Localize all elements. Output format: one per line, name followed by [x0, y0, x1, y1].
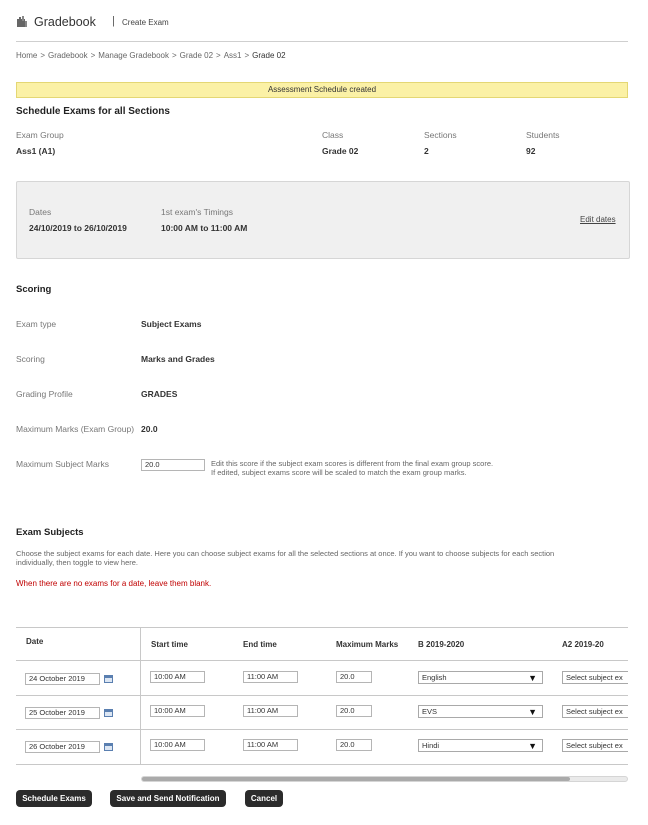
scoring-label: Scoring [16, 354, 45, 364]
row-subject-select-b[interactable] [418, 705, 543, 718]
exam-type-label: Exam type [16, 319, 57, 329]
students-label: Students [526, 130, 560, 140]
sections-label: Sections [424, 130, 457, 140]
breadcrumb-exam-group[interactable]: Ass1 [223, 51, 242, 60]
row-subject-select-a-value: Select subject ex [566, 741, 623, 750]
row-subject-select-b-value: EVS [422, 707, 438, 716]
title-separator: | [112, 15, 115, 27]
max-subject-note-line-2: If edited, subject exams score will be scaled to match the exam group marks. [211, 468, 467, 477]
col-header-start-time: Start time [151, 640, 188, 649]
breadcrumb-current: Grade 02 [252, 51, 286, 60]
timings-label: 1st exam's Timings [161, 207, 234, 217]
max-subject-note-line-1: Edit this score if the subject exam scores is different from the final exam group score. [211, 459, 494, 468]
blank-dates-warning: When there are no exams for a date, leave them blank. [16, 579, 212, 588]
col-header-end-time: End time [243, 640, 277, 649]
exam-subjects-description-line-2: individually, then toggle to view here. [16, 558, 139, 567]
grading-profile-value: GRADES [141, 389, 178, 399]
top-bar [16, 14, 628, 42]
row-subject-select-b[interactable] [418, 739, 543, 752]
row-subject-select-a-value: Select subject ex [566, 707, 623, 716]
max-subject-marks-input[interactable]: 20.0 [141, 459, 205, 471]
col-header-section-b: B 2019-2020 [418, 640, 465, 649]
scoring-value: Marks and Grades [141, 354, 215, 364]
calendar-icon[interactable] [104, 675, 113, 683]
row-subject-select-b-value: Hindi [422, 741, 440, 750]
row-date-input[interactable]: 26 October 2019 [25, 741, 100, 753]
col-header-max-marks: Maximum Marks [336, 640, 399, 649]
row-border [16, 764, 628, 765]
col-header-date: Date [26, 637, 44, 646]
success-banner: Assessment Schedule created [16, 82, 628, 98]
scrollbar-thumb[interactable] [142, 777, 570, 781]
row-max-marks-input[interactable]: 20.0 [336, 671, 372, 683]
exam-subjects-heading: Exam Subjects [16, 527, 84, 538]
breadcrumb-grade[interactable]: Grade 02 [179, 51, 214, 60]
row-start-time-input[interactable]: 10:00 AM [150, 671, 205, 683]
sections-value: 2 [424, 146, 429, 156]
calendar-icon[interactable] [104, 709, 113, 717]
row-subject-select-b[interactable] [418, 671, 543, 684]
row-start-time-input[interactable]: 10:00 AM [150, 739, 205, 751]
grading-profile-label: Grading Profile [16, 389, 73, 399]
max-subject-marks-note [211, 459, 493, 477]
timings-value: 10:00 AM to 11:00 AM [161, 223, 248, 233]
schedule-exams-button[interactable]: Schedule Exams [16, 790, 92, 807]
triangle-down-icon: ▼ [528, 707, 537, 717]
edit-dates-link[interactable]: Edit dates [580, 215, 616, 224]
row-max-marks-input[interactable]: 20.0 [336, 739, 372, 751]
col-header-section-a: A2 2019-20 [562, 640, 604, 649]
exam-group-value: Ass1 (A1) [16, 146, 56, 156]
dates-value: 24/10/2019 to 26/10/2019 [29, 223, 127, 233]
class-label: Class [322, 130, 344, 140]
table-horizontal-scrollbar[interactable] [141, 776, 628, 782]
breadcrumb-separator: > [172, 51, 177, 60]
row-subject-select-a-value: Select subject ex [566, 673, 623, 682]
row-subject-select-a[interactable] [562, 671, 628, 684]
calendar-icon[interactable] [104, 743, 113, 751]
row-border [16, 695, 628, 696]
gradebook-icon [16, 16, 28, 28]
app-title: Gradebook [34, 15, 96, 29]
dates-label: Dates [29, 207, 52, 217]
row-date-input[interactable]: 25 October 2019 [25, 707, 100, 719]
row-start-time-input[interactable]: 10:00 AM [150, 705, 205, 717]
breadcrumb-separator: > [40, 51, 46, 60]
triangle-down-icon: ▼ [528, 673, 537, 683]
exam-subjects-table [16, 627, 628, 785]
max-subject-marks-label: Maximum Subject Marks [16, 459, 110, 469]
class-value: Grade 02 [322, 146, 359, 156]
row-date-input[interactable]: 24 October 2019 [25, 673, 100, 685]
row-max-marks-input[interactable]: 20.0 [336, 705, 372, 717]
exam-type-value: Subject Exams [141, 319, 202, 329]
row-end-time-input[interactable]: 11:00 AM [243, 671, 298, 683]
scoring-heading: Scoring [16, 284, 52, 295]
row-end-time-input[interactable]: 11:00 AM [243, 739, 298, 751]
breadcrumb-home[interactable]: Home [16, 51, 38, 60]
cancel-button[interactable]: Cancel [245, 790, 283, 807]
row-border [16, 729, 628, 730]
schedule-heading: Schedule Exams for all Sections [16, 106, 170, 117]
max-marks-group-value: 20.0 [141, 424, 158, 434]
students-value: 92 [526, 146, 536, 156]
breadcrumb-separator: > [90, 51, 96, 60]
row-subject-select-b-value: English [422, 673, 447, 682]
breadcrumb-gradebook[interactable]: Gradebook [48, 51, 88, 60]
row-border [16, 660, 628, 661]
date-column-border [140, 627, 141, 765]
exam-subjects-description-line-1: Choose the subject exams for each date. Here you can choose subject exams for all the selected sections at once. If you want to choose subjects for each section [16, 549, 555, 558]
table-top-border [16, 627, 628, 628]
page-subtitle: Create Exam [122, 18, 169, 27]
exam-subjects-description [16, 549, 616, 567]
max-marks-group-label: Maximum Marks (Exam Group) [16, 424, 135, 434]
exam-group-label: Exam Group [16, 130, 64, 140]
breadcrumb-separator: > [244, 51, 250, 60]
dates-box [16, 181, 630, 259]
breadcrumb-separator: > [216, 51, 221, 60]
row-subject-select-a[interactable] [562, 739, 628, 752]
breadcrumb-manage-gradebook[interactable]: Manage Gradebook [98, 51, 169, 60]
breadcrumb [16, 51, 286, 60]
triangle-down-icon: ▼ [528, 741, 537, 751]
row-end-time-input[interactable]: 11:00 AM [243, 705, 298, 717]
save-and-send-notification-button[interactable]: Save and Send Notification [110, 790, 226, 807]
row-subject-select-a[interactable] [562, 705, 628, 718]
